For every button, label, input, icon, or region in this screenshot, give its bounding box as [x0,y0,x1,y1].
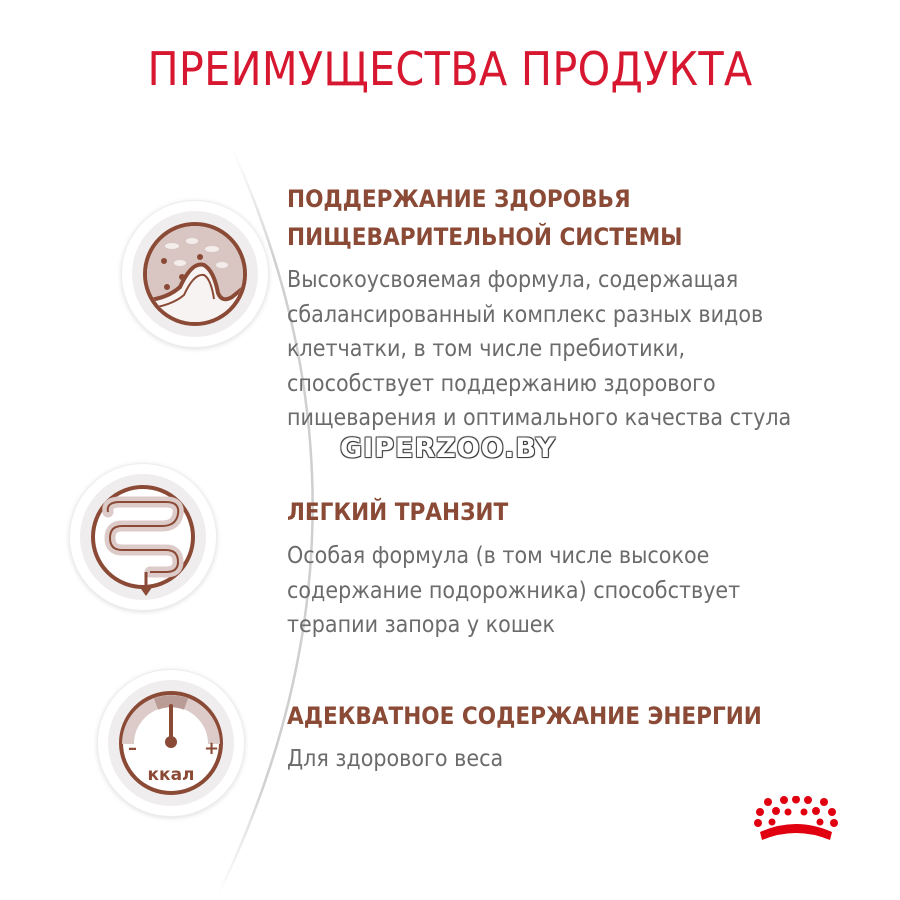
svg-text:ккал: ккал [147,765,195,785]
feature-3-badge [98,670,244,816]
digestive-system-icon [122,201,268,347]
feature-1-heading: ПОДДЕРЖАНИЕ ЗДОРОВЬЯ ПИЩЕВАРИТЕЛЬНОЙ СИСТЕМЫ [287,185,683,251]
energy-gauge-icon [98,670,244,816]
svg-text:–: – [128,738,137,759]
feature-2-badge [70,464,216,610]
feature-2-heading: ЛЕГКИЙ ТРАНЗИТ [287,498,509,526]
feature-1-badge [122,201,268,347]
feature-3-description: Для здорового веса [287,746,504,772]
feature-3-heading: АДЕКВАТНОЕ СОДЕРЖАНИЕ ЭНЕРГИИ [287,702,762,730]
royal-canin-crown-icon [752,796,840,848]
watermark: GIPERZOO.BY [340,433,557,464]
feature-1-description: Высокоусвояемая формула, содержащая сбалансированный комплекс разных видов клетчатки, в том числе пребиотики, способствует поддержанию здорового пищеварения и оптимального качества стула [287,267,792,431]
page-title: ПРЕИМУЩЕСТВА ПРОДУКТА [147,42,753,96]
svg-text:+: + [204,738,220,759]
intestine-transit-icon [70,464,216,610]
feature-2-description: Особая формула (в том числе высокое содержание подорожника) способствует терапии запора у кошек [287,543,741,638]
